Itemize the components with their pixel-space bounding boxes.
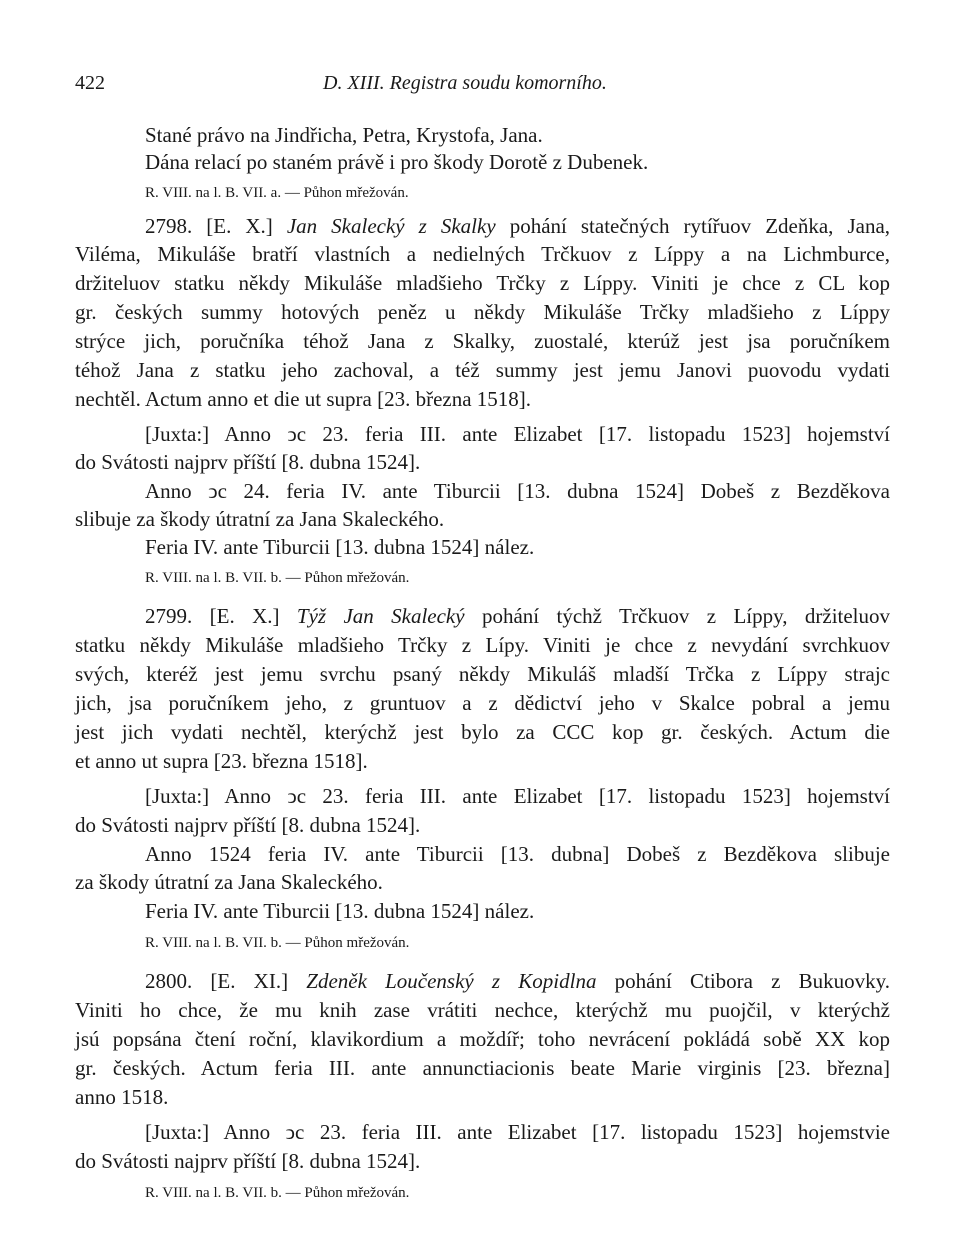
entry-2800-line-3: jsú popsána čtení roční, klavikordium a moždíř; toho nevrácení pokládá sobě XX kop [75, 1027, 890, 1051]
entry-2798-line-10: Anno ↄc 24. feria IV. ante Tiburcii [13. dubna 1524] Dobeš z Bezděkova [145, 479, 890, 503]
entry-2799-line-8: do Svátosti najprv příští [8. dubna 1524]. [75, 813, 421, 837]
entry-2799-line-7: [Juxta:] Anno ↄc 23. feria III. ante Elizabet [17. listopadu 1523] hojemství [145, 784, 890, 808]
entry-2798-line-1 [145, 213, 890, 239]
entry-2800-note: R. VIII. na l. B. VII. b. — Půhon mřežován. [145, 1185, 410, 1201]
person-name: Jan Skalecký z Skalky [286, 214, 496, 238]
entry-2800-line-7: do Svátosti najprv příští [8. dubna 1524]. [75, 1149, 421, 1173]
entry-2798-line-5: strýce jich, poručníka téhož Jana z Skalky, zuostalé, kterúž jest jsa poručníkem [75, 329, 890, 353]
entry-2799-line-11: Feria IV. ante Tiburcii [13. dubna 1524] nález. [145, 899, 535, 923]
entry-2799-line-5: jest jich vydati nechtěl, kterýchž jest bylo za CCC kop gr. českých. Actum die [75, 720, 890, 744]
entry-2799-line-10: za škody útratní za Jana Skaleckého. [75, 870, 383, 894]
entry-2798-line-8: [Juxta:] Anno ↄc 23. feria III. ante Elizabet [17. listopadu 1523] hojemství [145, 422, 890, 446]
entry-2799-line-4: jich, jsa poručníkem jeho, z gruntuov a z dědictví jeho v Skalce pobral a jemu [75, 691, 890, 715]
entry-text: pohání Ctibora z Bukuovky. [614, 969, 891, 993]
entry-2800-line-5: anno 1518. [75, 1085, 169, 1109]
entry-2800-line-4: gr. českých. Actum feria III. ante annunctiacionis beate Marie virginis [23. března] [75, 1056, 890, 1080]
entry-2798-line-3: držiteluov statku někdy Mikuláše mladšieho Trčky z Líppy. Viniti je chce z CL kop [75, 271, 890, 295]
person-name: Týž Jan Skalecký [296, 604, 465, 628]
entry-2800-line-6: [Juxta:] Anno ↄc 23. feria III. ante Elizabet [17. listopadu 1523] hojemstvie [145, 1120, 890, 1144]
entry-text: pohání týchž Trčkuov z Líppy, držiteluov [481, 604, 891, 628]
running-title: D. XIII. Registra soudu komorního. [323, 72, 607, 94]
prelude-note: R. VIII. na l. B. VII. a. — Půhon mřežován. [145, 185, 409, 201]
entry-2799-line-1 [145, 603, 890, 629]
entry-2799-line-9: Anno 1524 feria IV. ante Tiburcii [13. dubna] Dobeš z Bezděkova slibuje [145, 842, 890, 866]
entry-2800-line-2: Viniti ho chce, že mu knih zase vrátiti nechce, kterýchž mu puojčil, v kterýchž [75, 998, 890, 1022]
entry-2799-line-6: et anno ut supra [23. března 1518]. [75, 749, 368, 773]
entry-2798-line-9: do Svátosti najprv příští [8. dubna 1524]. [75, 450, 421, 474]
entry-number: 2800. [E. XI.] [145, 969, 289, 993]
entry-2798-line-12: Feria IV. ante Tiburcii [13. dubna 1524] nález. [145, 535, 535, 559]
entry-2799-note: R. VIII. na l. B. VII. b. — Půhon mřežován. [145, 935, 410, 951]
entry-text: pohání statečných rytířuov Zdeňka, Jana, [509, 214, 891, 238]
entry-number: 2799. [E. X.] [145, 604, 280, 628]
entry-number: 2798. [E. X.] [145, 214, 273, 238]
prelude-line-2: Dána relací po staném právě i pro škody Dorotě z Dubenek. [145, 150, 649, 174]
page-header [75, 72, 885, 102]
prelude-line-1: Stané právo na Jindřicha, Petra, Krystofa, Jana. [145, 123, 543, 147]
entry-2798-line-11: slibuje za škody útratní za Jana Skaleckého. [75, 507, 445, 531]
entry-2800-line-1 [145, 968, 890, 994]
entry-2798-line-4: gr. českých summy hotových peněz u někdy Mikuláše Trčky mladšieho z Líppy [75, 300, 890, 324]
entry-2798-note: R. VIII. na l. B. VII. b. — Půhon mřežován. [145, 570, 410, 586]
person-name: Zdeněk Loučenský z Kopidlna [306, 969, 597, 993]
entry-2798-line-2: Viléma, Mikuláše bratří vlastních a nedielných Trčkuov z Líppy a na Lichmburce, [75, 242, 890, 266]
entry-2799-line-2: statku někdy Mikuláše mladšieho Trčky z Lípy. Viniti je chce z nevydání svrchkuov [75, 633, 890, 657]
page-number: 422 [75, 72, 105, 94]
entry-2798-line-7: nechtěl. Actum anno et die ut supra [23. března 1518]. [75, 387, 532, 411]
entry-2798-line-6: téhož Jana z statku jeho zachoval, a též summy jest jemu Janovi puovodu vydati [75, 358, 890, 382]
entry-2799-line-3: svých, kteréž jest jemu svrchu psaný někdy Mikuláš mladší Trčka z Líppy strajc [75, 662, 890, 686]
